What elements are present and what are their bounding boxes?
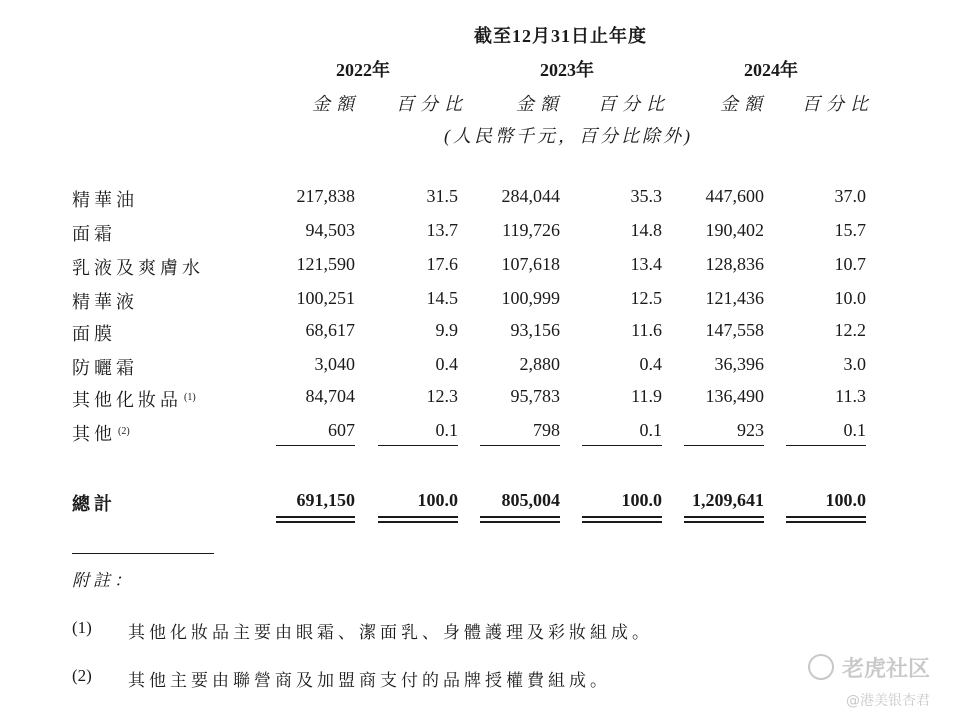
watermark-logo-icon bbox=[808, 654, 834, 680]
cell-amount-2023: 798 bbox=[533, 420, 560, 440]
row-label-text: 面膜 bbox=[72, 324, 116, 344]
row-footnote-ref: (1) bbox=[184, 392, 196, 403]
cell-amount-2023: 119,726 bbox=[502, 220, 560, 240]
cell-amount-2022: 121,590 bbox=[296, 254, 355, 274]
cell-percent-2024: 12.2 bbox=[834, 320, 866, 340]
period-header-text: 截至12月31日止年度 bbox=[474, 26, 647, 46]
row-label-text: 乳液及爽膚水 bbox=[72, 258, 204, 278]
cell-amount-2023: 2,880 bbox=[519, 354, 560, 374]
cell-amount-2024: 36,396 bbox=[714, 354, 764, 374]
cell-percent-2023: 0.4 bbox=[639, 354, 662, 374]
row-label-text: 其他化妝品 bbox=[72, 390, 182, 410]
cell-percent-2022: 9.9 bbox=[435, 320, 458, 340]
cell-percent-2024: 10.0 bbox=[834, 288, 866, 308]
notes-divider bbox=[72, 553, 214, 554]
unit-note: (人民幣千元，百分比除外) bbox=[444, 126, 693, 146]
row-label bbox=[72, 420, 130, 446]
cell-amount-2024: 128,836 bbox=[705, 254, 764, 274]
total-percent-2024: 100.0 bbox=[825, 490, 866, 510]
amount-label-2022: 金額 bbox=[312, 94, 360, 114]
cell-amount-2022: 3,040 bbox=[314, 354, 355, 374]
cell-percent-2023: 14.8 bbox=[630, 220, 662, 240]
percent-label-2024: 百分比 bbox=[802, 94, 874, 114]
cell-percent-2022: 13.7 bbox=[426, 220, 458, 240]
cell-amount-2022: 84,704 bbox=[305, 386, 355, 406]
total-double-rule bbox=[480, 516, 560, 523]
cell-percent-2023: 0.1 bbox=[639, 420, 662, 440]
note-1-text: 其他化妝品主要由眼霜、潔面乳、身體護理及彩妝組成。 bbox=[128, 623, 653, 642]
cell-percent-2023: 13.4 bbox=[630, 254, 662, 274]
row-label bbox=[72, 254, 204, 280]
cell-amount-2022: 94,503 bbox=[305, 220, 355, 240]
watermark-handle: @港美银杏君 bbox=[846, 693, 930, 709]
cell-percent-2022: 0.1 bbox=[435, 420, 458, 440]
subtotal-rule bbox=[684, 445, 764, 446]
cell-percent-2024: 11.3 bbox=[835, 386, 866, 406]
subtotal-rule bbox=[582, 445, 662, 446]
subtotal-rule bbox=[276, 445, 355, 446]
cell-amount-2023: 284,044 bbox=[501, 186, 560, 206]
cell-percent-2022: 14.5 bbox=[426, 288, 458, 308]
year-2024-header: 2024年 bbox=[744, 60, 798, 80]
cell-amount-2022: 100,251 bbox=[296, 288, 355, 308]
subtotal-rule bbox=[786, 445, 866, 446]
cell-percent-2023: 35.3 bbox=[630, 186, 662, 206]
total-percent-2022: 100.0 bbox=[417, 490, 458, 510]
total-percent-2023: 100.0 bbox=[621, 490, 662, 510]
cell-amount-2023: 95,783 bbox=[510, 386, 560, 406]
row-label-text: 其他 bbox=[72, 424, 116, 444]
total-amount-2023: 805,004 bbox=[501, 490, 560, 510]
total-double-rule bbox=[684, 516, 764, 523]
year-2023-header: 2023年 bbox=[540, 60, 594, 80]
cell-amount-2023: 100,999 bbox=[501, 288, 560, 308]
row-label bbox=[72, 220, 116, 246]
row-label bbox=[72, 354, 138, 380]
cell-amount-2022: 68,617 bbox=[305, 320, 355, 340]
cell-percent-2022: 31.5 bbox=[426, 186, 458, 206]
subtotal-rule bbox=[378, 445, 458, 446]
cell-percent-2022: 17.6 bbox=[426, 254, 458, 274]
cell-percent-2024: 15.7 bbox=[834, 220, 866, 240]
total-label: 總計 bbox=[72, 494, 116, 514]
cell-amount-2022: 217,838 bbox=[296, 186, 355, 206]
cell-amount-2024: 147,558 bbox=[705, 320, 764, 340]
row-label-text: 防曬霜 bbox=[72, 358, 138, 378]
cell-percent-2023: 11.9 bbox=[631, 386, 662, 406]
row-label-text: 面霜 bbox=[72, 224, 116, 244]
row-label bbox=[72, 386, 196, 412]
cell-percent-2022: 0.4 bbox=[435, 354, 458, 374]
cell-amount-2024: 190,402 bbox=[705, 220, 764, 240]
row-label-text: 精華油 bbox=[72, 190, 138, 210]
total-double-rule bbox=[786, 516, 866, 523]
subtotal-rule bbox=[480, 445, 560, 446]
total-double-rule bbox=[582, 516, 662, 523]
cell-amount-2024: 136,490 bbox=[705, 386, 764, 406]
cell-amount-2024: 121,436 bbox=[705, 288, 764, 308]
cell-percent-2024: 10.7 bbox=[834, 254, 866, 274]
year-2022-header: 2022年 bbox=[336, 60, 390, 80]
amount-label-2024: 金額 bbox=[720, 94, 768, 114]
row-footnote-ref: (2) bbox=[118, 426, 130, 437]
cell-percent-2023: 11.6 bbox=[631, 320, 662, 340]
cell-percent-2024: 3.0 bbox=[843, 354, 866, 374]
percent-label-2023: 百分比 bbox=[598, 94, 670, 114]
row-label-text: 精華液 bbox=[72, 292, 138, 312]
note-1-number: (1) bbox=[72, 618, 92, 637]
total-amount-2022: 691,150 bbox=[296, 490, 355, 510]
cell-amount-2023: 107,618 bbox=[501, 254, 560, 274]
total-amount-2024: 1,209,641 bbox=[692, 490, 764, 510]
total-double-rule bbox=[378, 516, 458, 523]
cell-percent-2024: 37.0 bbox=[834, 186, 866, 206]
cell-percent-2023: 12.5 bbox=[630, 288, 662, 308]
cell-amount-2024: 447,600 bbox=[705, 186, 764, 206]
total-double-rule bbox=[276, 516, 355, 523]
note-2-number: (2) bbox=[72, 666, 92, 685]
row-label bbox=[72, 288, 138, 314]
cell-amount-2022: 607 bbox=[328, 420, 355, 440]
watermark-brand: 老虎社区 bbox=[842, 657, 931, 682]
row-label bbox=[72, 320, 116, 346]
notes-title: 附註： bbox=[72, 571, 135, 590]
percent-label-2022: 百分比 bbox=[396, 94, 468, 114]
cell-percent-2024: 0.1 bbox=[843, 420, 866, 440]
row-label bbox=[72, 186, 138, 212]
cell-amount-2023: 93,156 bbox=[510, 320, 560, 340]
cell-percent-2022: 12.3 bbox=[426, 386, 458, 406]
cell-amount-2024: 923 bbox=[737, 420, 764, 440]
amount-label-2023: 金額 bbox=[516, 94, 564, 114]
note-2-text: 其他主要由聯營商及加盟商支付的品牌授權費組成。 bbox=[128, 671, 611, 690]
